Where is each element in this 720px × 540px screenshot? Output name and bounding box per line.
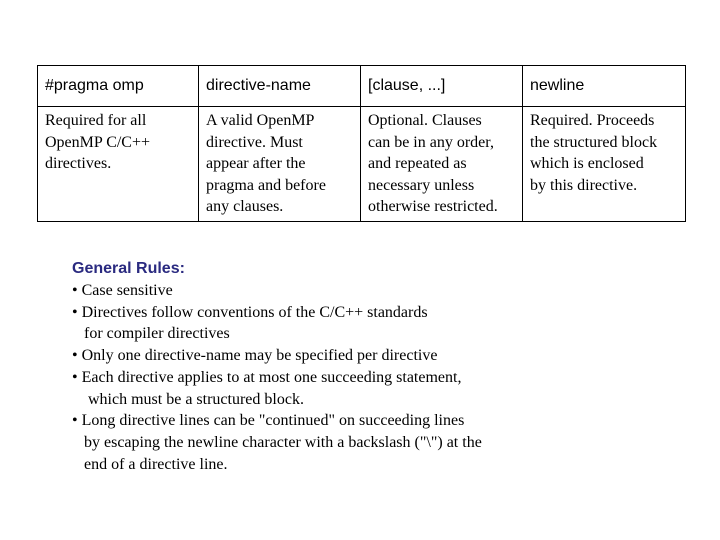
rule-line: • Each directive applies to at most one succeeding statement, <box>72 368 462 386</box>
cell-line: which is enclosed <box>530 155 644 173</box>
cell-line: appear after the <box>206 155 306 173</box>
rule-line: • Case sensitive <box>72 282 173 299</box>
rule-line: which must be a structured block. <box>72 390 304 408</box>
rule-line: • Directives follow conventions of the C/C++ standards <box>72 303 428 321</box>
cell-line: otherwise restricted. <box>368 198 498 216</box>
table-header-row <box>38 66 686 107</box>
rule-line: for compiler directives <box>72 325 230 343</box>
cell-line: Optional. Clauses <box>368 112 482 129</box>
rule-line: • Only one directive-name may be specified per directive <box>72 347 438 365</box>
cell-line: pragma and before <box>206 176 326 194</box>
cell-line: A valid OpenMP <box>206 112 315 129</box>
cell-line: Required. Proceeds <box>530 112 655 129</box>
cell-line: can be in any order, <box>368 133 494 151</box>
cell-line: OpenMP C/C++ <box>45 133 151 151</box>
header-cell: directive-name <box>199 66 361 107</box>
table-row <box>38 107 686 222</box>
cell-line: any clauses. <box>206 198 284 216</box>
header-cell: newline <box>523 66 686 107</box>
rules-list <box>72 280 482 475</box>
pragma-syntax-table <box>37 65 686 222</box>
cell-line: the structured block <box>530 133 658 151</box>
description-cell <box>361 107 523 222</box>
description-cell <box>38 107 199 222</box>
general-rules <box>72 258 482 475</box>
rule-line: • Long directive lines can be "continued" on succeeding lines <box>72 412 465 430</box>
cell-line: and repeated as <box>368 155 467 173</box>
cell-line: necessary unless <box>368 176 475 194</box>
cell-line: Required for all <box>45 112 147 129</box>
rule-line: end of a directive line. <box>72 455 228 473</box>
description-cell <box>199 107 361 222</box>
cell-line: directive. Must <box>206 133 303 151</box>
cell-line: directives. <box>45 155 112 173</box>
rule-line: by escaping the newline character with a backslash ("\") at the <box>72 433 482 451</box>
header-cell: [clause, ...] <box>361 66 523 107</box>
description-cell <box>523 107 686 222</box>
cell-line: by this directive. <box>530 176 638 194</box>
rules-title: General Rules: <box>72 260 185 277</box>
header-cell: #pragma omp <box>38 66 199 107</box>
